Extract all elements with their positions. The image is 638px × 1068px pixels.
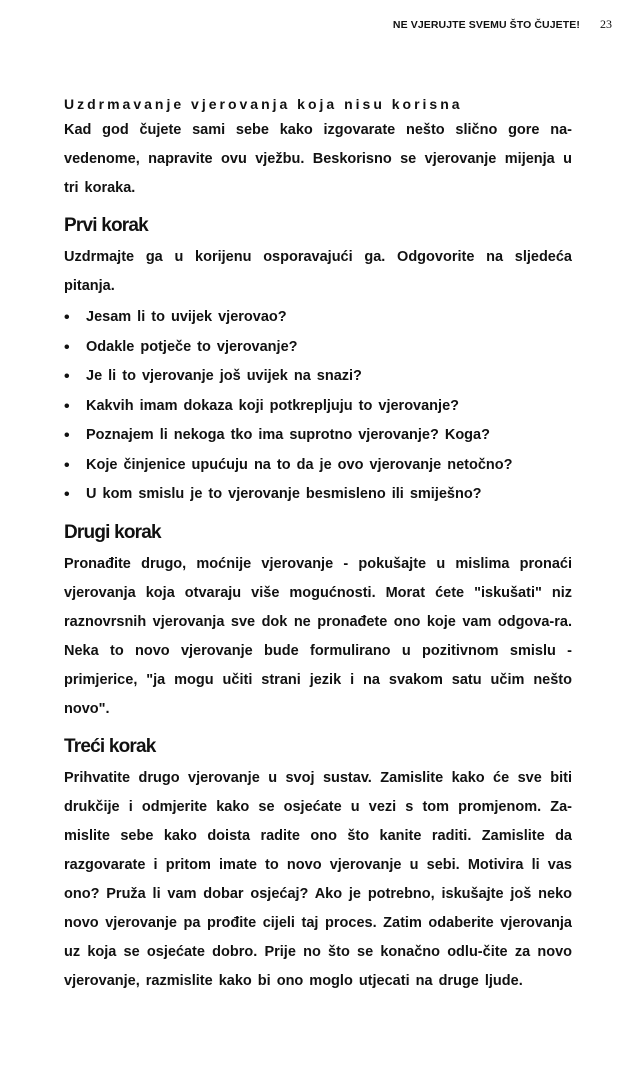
list-item bbox=[64, 303, 572, 333]
page-header bbox=[60, 17, 612, 32]
question-text: Koje činjenice upućuju na to da je ovo vjerovanje netočno? bbox=[86, 456, 513, 473]
bullet-icon: • bbox=[64, 397, 70, 415]
page-content bbox=[64, 94, 572, 996]
bullet-icon: • bbox=[64, 456, 70, 474]
question-text: Kakvih imam dokaza koji potkrepljuju to vjerovanje? bbox=[86, 397, 459, 414]
list-item bbox=[64, 451, 572, 481]
page-number: 23 bbox=[600, 17, 612, 31]
list-item bbox=[64, 362, 572, 392]
list-item bbox=[64, 421, 572, 451]
running-title: NE VJERUJTE SVEMU ŠTO ČUJETE! bbox=[392, 19, 580, 31]
step3-heading: Treći korak bbox=[64, 735, 156, 757]
question-text: Poznajem li nekoga tko ima suprotno vjerovanje? Koga? bbox=[86, 427, 490, 443]
list-item bbox=[64, 480, 572, 510]
list-item bbox=[64, 392, 572, 422]
question-text: Je li to vjerovanje još uvijek na snazi? bbox=[86, 368, 362, 384]
question-list bbox=[64, 303, 572, 510]
intro-paragraph: Kad god čujete sami sebe kako izgovarate nešto slično gore na-vedenome, napravite ovu vježbu. Beskorisno se vjerovanje mijenja u tri koraka. bbox=[64, 122, 572, 196]
step1-heading: Prvi korak bbox=[64, 215, 148, 236]
step2-heading: Drugi korak bbox=[64, 521, 161, 543]
question-text: Odakle potječe to vjerovanje? bbox=[86, 338, 298, 355]
list-item bbox=[64, 333, 572, 363]
bullet-icon: • bbox=[64, 338, 70, 356]
bullet-icon: • bbox=[64, 309, 70, 326]
step1-paragraph: Uzdrmajte ga u korijenu osporavajući ga. Odgovorite na sljedeća pitanja. bbox=[64, 249, 572, 294]
bullet-icon: • bbox=[64, 486, 70, 503]
question-text: Jesam li to uvijek vjerovao? bbox=[86, 309, 287, 325]
step3-paragraph: Prihvatite drugo vjerovanje u svoj sustav. Zamislite kako će sve biti drukčije i odmjerite kako se osjećate u vezi s tom promjenom. Za-mislite sebe kako doista radite ono što kanite raditi. Zamislite da razgovarate i pritom imate to novo vjerovanje u sebi. Motivira li vas ono? Pruža li vam dobar osjećaj? Ako je potrebno, iskušajte još neko novo vjerovanje pa prođite cijeli taj proces. Zatim odaberite vjerovanja uz koja se osjećate dobro. Prije no što se konačno odlu-čite za novo vjerovanje, razmislite kako bi ono moglo utjecati na druge ljude. bbox=[64, 769, 572, 989]
step2-paragraph: Pronađite drugo, moćnije vjerovanje - pokušajte u mislima pronaći vjerovanja koja otvaraju više mogućnosti. Morat ćete "iskušati" niz raznovrsnih vjerovanja sve dok ne pronađete ono koje vam odgova-ra. Neka to novo vjerovanje bude formulirano u pozitivnom smislu - primjerice, "ja mogu učiti strani jezik i na svakom satu učim nešto novo". bbox=[64, 555, 572, 717]
question-text: U kom smislu je to vjerovanje besmisleno ili smiješno? bbox=[86, 486, 482, 502]
bullet-icon: • bbox=[64, 368, 70, 385]
bullet-icon: • bbox=[64, 427, 70, 444]
section-title: Uzdrmavanje vjerovanja koja nisu korisna bbox=[64, 96, 463, 112]
